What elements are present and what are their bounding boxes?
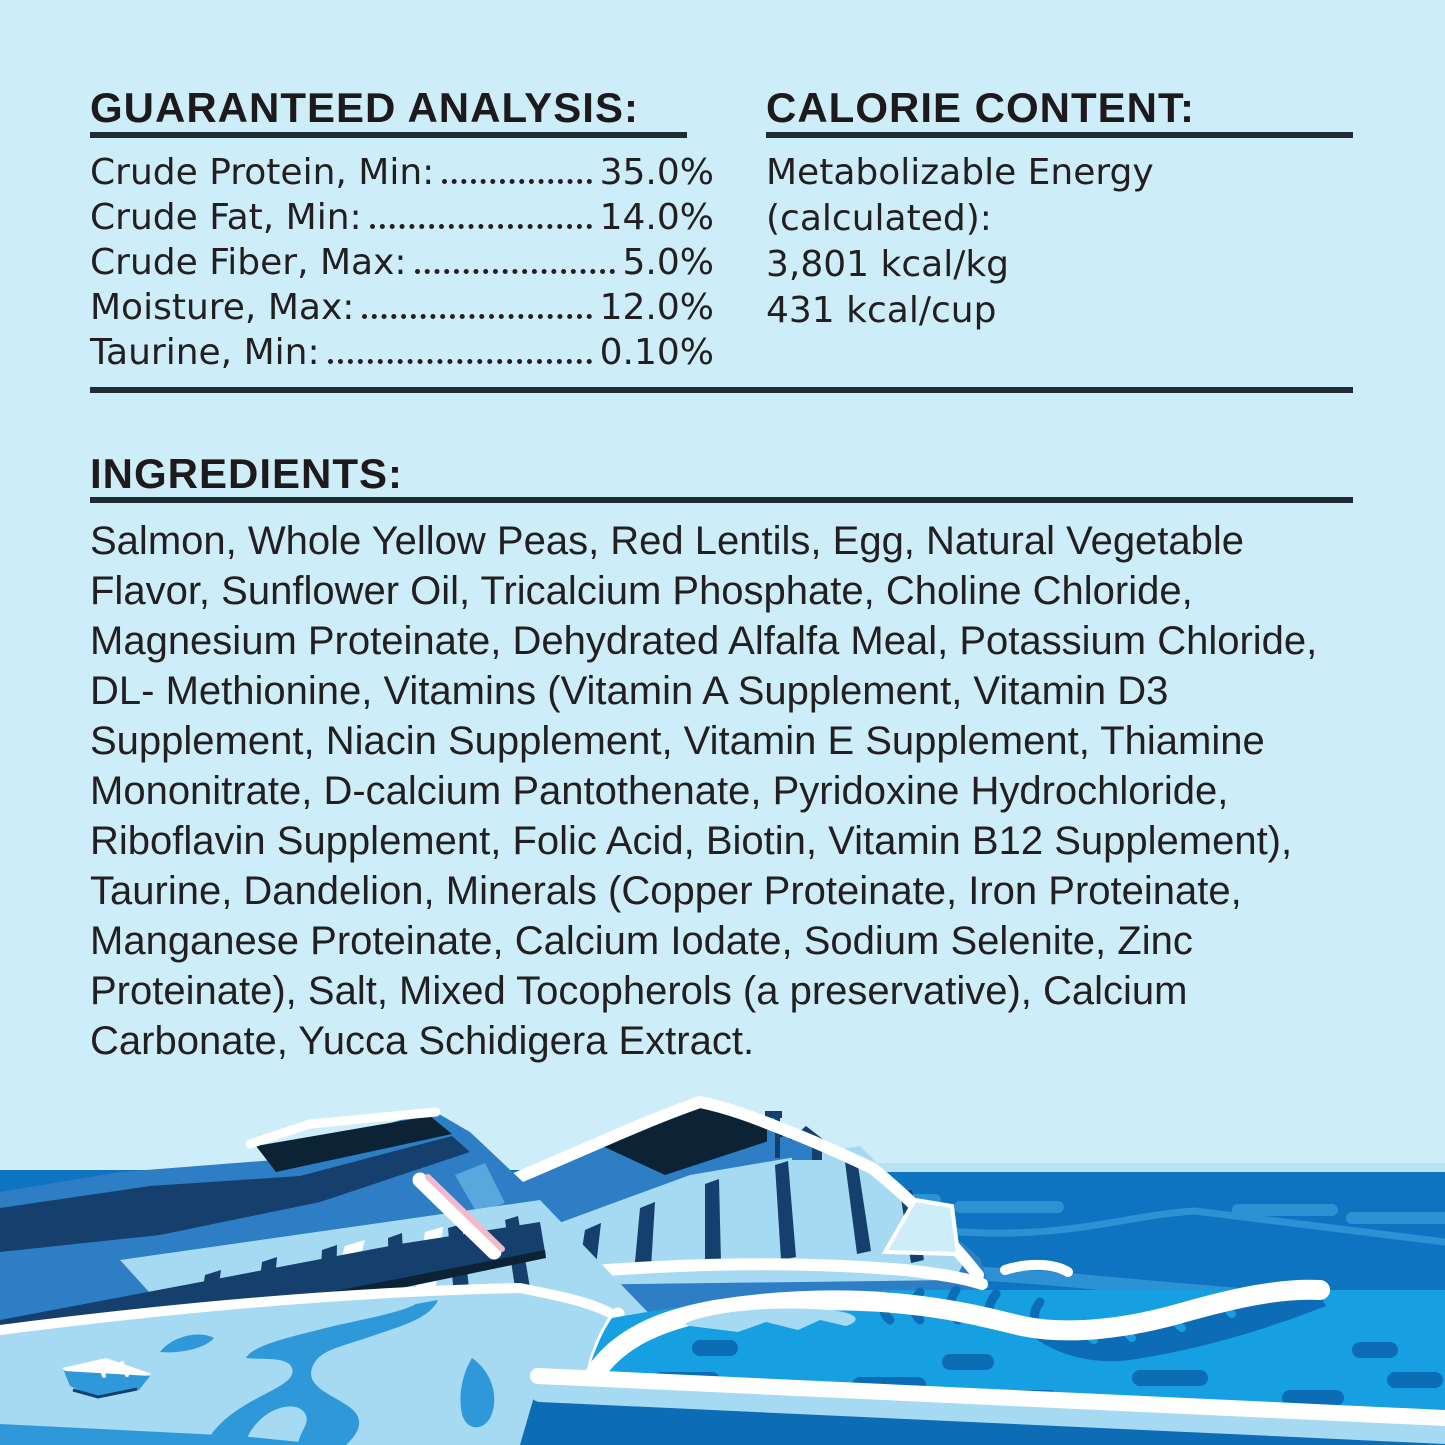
- nutrient-label: Taurine, Min:: [90, 332, 320, 373]
- nutrient-value: 14.0%: [599, 197, 714, 238]
- calorie-line: (calculated):: [766, 198, 992, 239]
- dot-leader: [362, 314, 591, 319]
- ingredients-underline: [90, 497, 1353, 503]
- calorie-line: 431 kcal/cup: [766, 290, 997, 331]
- section-divider-rule: [90, 387, 1353, 393]
- guaranteed-analysis-table: [90, 150, 714, 375]
- dot-leader: [328, 359, 592, 364]
- nutrient-value: 35.0%: [599, 152, 714, 193]
- coastal-illustration: [0, 1080, 1445, 1445]
- nutrient-label: Crude Protein, Min:: [90, 152, 435, 193]
- table-row: [90, 330, 714, 375]
- nutrient-value: 12.0%: [599, 287, 714, 328]
- table-row: [90, 150, 714, 195]
- dot-leader: [442, 179, 591, 184]
- calorie-line: 3,801 kcal/kg: [766, 244, 1010, 285]
- calorie-line: Metabolizable Energy: [766, 152, 1154, 193]
- nutrient-label: Moisture, Max:: [90, 287, 355, 328]
- ingredients-paragraph: Salmon, Whole Yellow Peas, Red Lentils, Egg, Natural Vegetable Flavor, Sunflower Oil, Tricalcium Phosphate, Choline Chloride, Magnesium Proteinate, Dehydrated Alfalfa Meal, Potassium Chloride, DL- Methionine, Vitamins (Vitamin A Supplement, Vitamin D3 Supplement, Niacin Supplement, Vitamin E Supplement, Thiamine Mononitrate, D-calcium Pantothenate, Pyridoxine Hydrochloride, Riboflavin Supplement, Folic Acid, Biotin, Vitamin B12 Supplement), Taurine, Dandelion, Minerals (Copper Proteinate, Iron Proteinate, Manganese Proteinate, Calcium Iodate, Sodium Selenite, Zinc Proteinate), Salt, Mixed Tocopherols (a preservative), Calcium Carbonate, Yucca Schidigera Extract.: [90, 519, 1318, 1063]
- nutrient-value: 5.0%: [622, 242, 714, 283]
- table-row: [90, 240, 714, 285]
- nutrient-label: Crude Fiber, Max:: [90, 242, 407, 283]
- nutrient-label: Crude Fat, Min:: [90, 197, 362, 238]
- calorie-content-body: [766, 150, 1366, 334]
- guaranteed-analysis-underline: [90, 132, 687, 138]
- table-row: [90, 195, 714, 240]
- table-row: [90, 285, 714, 330]
- calorie-content-title: CALORIE CONTENT:: [766, 84, 1195, 131]
- dot-leader: [415, 269, 615, 274]
- ingredients-title: INGREDIENTS:: [90, 450, 404, 497]
- guaranteed-analysis-title: GUARANTEED ANALYSIS:: [90, 84, 639, 131]
- calorie-content-underline: [766, 132, 1353, 138]
- nutrient-value: 0.10%: [599, 332, 714, 373]
- dot-leader: [370, 224, 592, 229]
